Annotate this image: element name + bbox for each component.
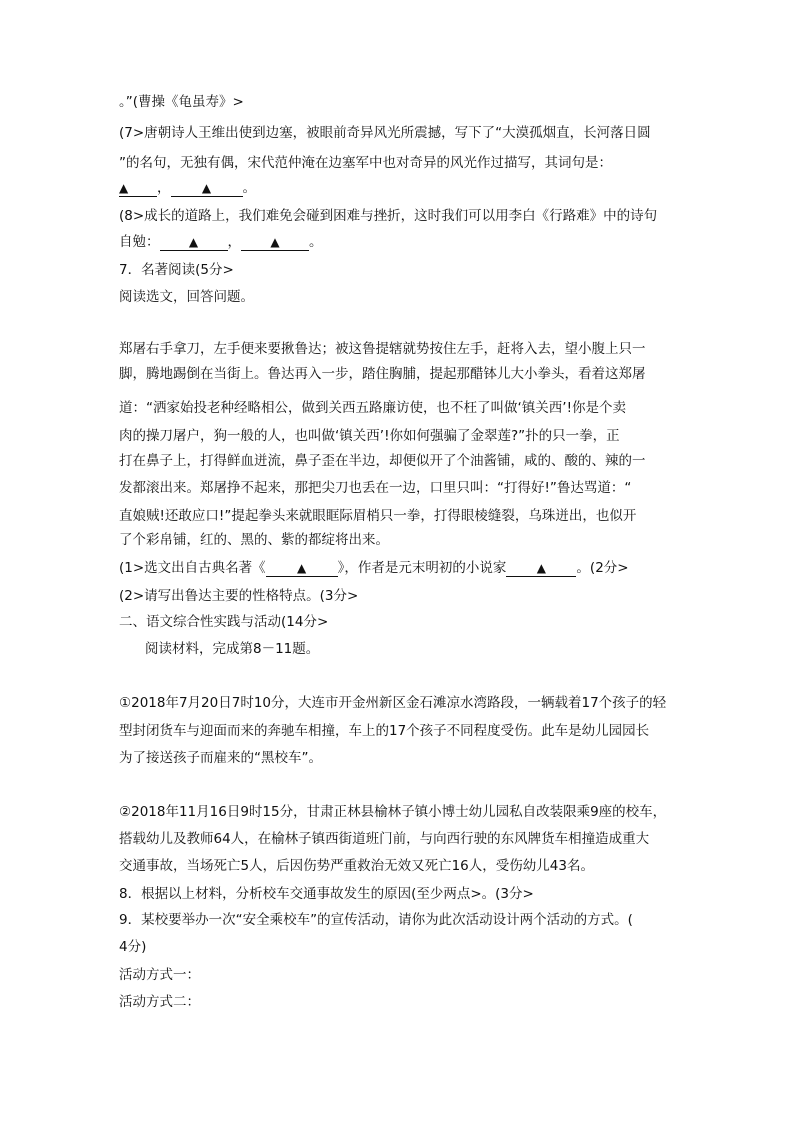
- section2-title: 二、语文综合性实践与活动(14分>: [119, 614, 329, 630]
- activity-2-label: 活动方式二：: [119, 994, 200, 1010]
- answer-blank: [171, 180, 243, 197]
- q7-instruction: 阅读选文，回答问题。: [119, 289, 254, 305]
- material2-line: 交通事故，当场死亡5人，后因伤势严重救治无效又死亡16人，受伤幼儿43名。: [119, 858, 594, 874]
- passage-line: 道：“洒家始投老种经略相公，做到关西五路廉访使，也不枉了叫做‘镇关西’!你是个卖: [119, 400, 626, 416]
- passage-line: 直娘贼!还敢应口!”提起拳头来就眼眶际眉梢只一拳，打得眼棱缝裂，乌珠迸出，也似开: [119, 508, 637, 524]
- triangle-marker-icon: ▲: [270, 235, 280, 249]
- q6-7-line2: ”的名句，无独有偶，宋代范仲淹在边塞军中也对奇异的风光作过描写，其词句是：: [119, 155, 612, 171]
- q8: 8．根据以上材料，分析校车交通事故发生的原因(至少两点>。(3分>: [119, 886, 534, 902]
- q6-8-line2: 自勉： ▲ ， ▲ 。: [119, 234, 323, 250]
- passage-line: 脚，腾地踢倒在当街上。鲁达再入一步，踏住胸脯，提起那醋钵儿大小拳头，看着这郑屠: [119, 366, 646, 382]
- q7-2: (2>请写出鲁达主要的性格特点。(3分>: [119, 588, 359, 604]
- q7-title: 7．名著阅读(5分>: [119, 262, 234, 278]
- answer-blank: [119, 180, 157, 197]
- answer-blank: [266, 560, 338, 577]
- q9-line2: 4分): [119, 939, 147, 955]
- activity-1-label: 活动方式一：: [119, 967, 200, 983]
- answer-blank: [241, 234, 309, 251]
- answer-blank: [506, 560, 576, 577]
- triangle-marker-icon: ▲: [297, 561, 307, 575]
- q7-1: (1>选文出自古典名著《 ▲ 》，作者是元末明初的小说家 ▲ 。(2分>: [119, 560, 629, 576]
- triangle-marker-icon: ▲: [201, 181, 212, 195]
- passage-line: 了个彩帛铺，红的、黑的、紫的都绽将出来。: [119, 532, 389, 548]
- q6-8-line1: (8>成长的道路上，我们难免会碰到困难与挫折，这时我们可以用李白《行路难》中的诗句: [119, 208, 658, 224]
- material1-line: 为了接送孩子而雇来的“黑校车”。: [119, 750, 322, 766]
- q6-7-blanks: ▲ ， ▲ 。: [119, 180, 256, 196]
- passage-line: 肉的操刀屠户，狗一般的人，也叫做‘镇关西’!你如何强骗了金翠莲?”扑的只一拳，正: [119, 428, 620, 444]
- passage-line: 打在鼻子上，打得鲜血迸流，鼻子歪在半边，却便似开了个油酱铺，咸的、酸的、辣的一: [119, 453, 646, 469]
- q9-line1: 9．某校要举办一次“安全乘校车”的宣传活动，请你为此次活动设计两个活动的方式。(: [119, 912, 633, 928]
- answer-blank: [160, 234, 228, 251]
- material2-line: 搭载幼儿及教师64人，在榆林子镇西街道班门前，与向西行驶的东风牌货车相撞造成重大: [119, 831, 650, 847]
- triangle-marker-icon: ▲: [119, 181, 129, 195]
- q6-7-line1: (7>唐朝诗人王维出使到边塞，被眼前奇异风光所震撼，写下了“大漠孤烟直，长河落日圆: [119, 125, 651, 141]
- material2-line: ②2018年11月16日9时15分，甘肃正林县榆林子镇小博士幼儿园私自改装限乘9座的校车，: [119, 804, 667, 820]
- passage-line: 郑屠右手拿刀，左手便来要揪鲁达；被这鲁提辖就势按住左手，赶将入去，望小腹上只一: [119, 341, 646, 357]
- section2-instruction: 阅读材料，完成第8－11题。: [145, 641, 320, 657]
- triangle-marker-icon: ▲: [188, 235, 199, 249]
- q6-tail: 。”(曹操《龟虽寿》>: [119, 94, 244, 110]
- material1-line: ①2018年7月20日7时10分，大连市开金州新区金石滩凉水湾路段，一辆载着17个孩子的轻: [119, 695, 667, 711]
- passage-line: 发都滚出来。郑屠挣不起来，那把尖刀也丢在一边，口里只叫：“打得好!”鲁达骂道：“: [119, 480, 632, 496]
- material1-line: 型封闭货车与迎面而来的奔驰车相撞，车上的17个孩子不同程度受伤。此车是幼儿园园长: [119, 723, 650, 739]
- triangle-marker-icon: ▲: [536, 561, 547, 575]
